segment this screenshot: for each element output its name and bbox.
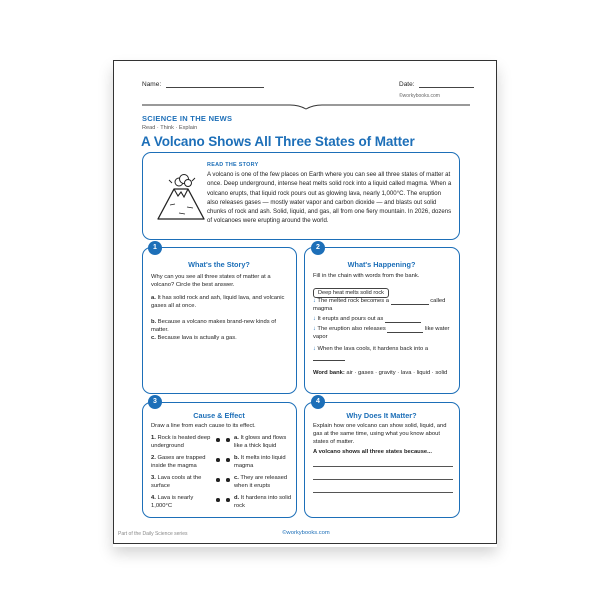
effect-dot-d[interactable] [226, 498, 230, 502]
story-text: A volcano is one of the few places on Earth where you can see all three states of matter at once. Deep underground, intense heat melts solid rock into a liquid called magma. When a volcano erupts, that liquid rock pours out as glowing lava, nearly 1,000°C. The eruption also releases gases — mostly water vapor and carbon dioxide — and blasts out solid chunks of rock and ash. Solid, liquid, and gas, all from one fiery mountain. In 2026, dozens of volcanoes were erupting around the world. [207, 171, 452, 225]
box1-number: 1 [148, 241, 162, 255]
answer-option-a[interactable]: a. It has solid rock and ash, liquid lava, and volcanic gases all at once. [151, 295, 285, 309]
routine: Read · Think · Explain [142, 125, 198, 131]
blank-1[interactable] [391, 304, 429, 305]
cause-1: 1. Rock is heated deep underground [151, 435, 211, 449]
blank-3[interactable] [387, 332, 423, 333]
effect-dot-a[interactable] [226, 438, 230, 442]
word-bank: Word bank: air · gases · gravity · lava · liquid · solid [313, 370, 448, 376]
answer-option-b[interactable]: b. Because a volcano makes brand-new kinds of matter. [151, 319, 277, 333]
chain-step-2[interactable]: ↓ It erupts and pours out as [313, 315, 455, 323]
effect-a: a. It glows and flows like a thick liquid [234, 435, 287, 449]
cause-2: 2. Gases are trapped inside the magma [151, 455, 206, 469]
box2-prompt: Fill in the chain with words from the bank. [313, 273, 420, 279]
box2-heading: What's Happening? [347, 260, 416, 269]
effect-d: d. It hardens into solid rock [234, 495, 292, 509]
cause-4: 4. Lava is nearly 1,000°C [151, 495, 194, 509]
why-matters-box [304, 402, 460, 518]
chain-step-3[interactable]: ↓ The eruption also releases like water vapor [313, 326, 450, 340]
chain-step-1[interactable]: ↓ The melted rock becomes a called magma [313, 298, 446, 312]
date-line[interactable] [419, 87, 474, 88]
box3-heading: Cause & Effect [193, 411, 245, 420]
writing-line-1[interactable] [313, 466, 453, 467]
box3-number: 3 [148, 395, 162, 409]
box4-number: 4 [311, 395, 325, 409]
name-field[interactable] [142, 81, 264, 88]
box1-heading: What's the Story? [188, 260, 250, 269]
chain-start: Deep heat melts solid rock [313, 281, 389, 299]
worksheet-page [113, 60, 497, 544]
writing-line-3[interactable] [313, 492, 453, 493]
box4-prompt: Explain how one volcano can show solid, liquid, and gas at the same time, using what you know about states of matter. [313, 423, 447, 445]
cause-dot-1[interactable] [216, 438, 220, 442]
volcano-icon [155, 171, 207, 223]
footer-url[interactable]: ©workybooks.com [282, 530, 330, 536]
effect-dot-c[interactable] [226, 478, 230, 482]
story-question-box [142, 247, 297, 394]
story-label: READ THE STORY [207, 162, 259, 168]
box2-number: 2 [311, 241, 325, 255]
footer-series: Part of the Daily Science series [118, 531, 188, 537]
cause-dot-3[interactable] [216, 478, 220, 482]
blank-4[interactable] [313, 360, 345, 361]
answer-option-c[interactable]: c. Because lava is actually a gas. [151, 335, 237, 341]
writing-line-2[interactable] [313, 479, 453, 480]
cause-3: 3. Lava cools at the surface [151, 475, 202, 489]
effect-b: b. It melts into liquid magma [234, 455, 286, 469]
page-title: A Volcano Shows All Three States of Matter [141, 134, 415, 149]
name-line[interactable] [166, 87, 264, 88]
cause-dot-2[interactable] [216, 458, 220, 462]
story-box [142, 152, 460, 240]
date-field[interactable] [399, 81, 474, 88]
chain-step-4[interactable]: ↓ When the lava cools, it hardens back into a [313, 345, 455, 361]
blank-2[interactable] [385, 322, 421, 323]
box4-heading: Why Does It Matter? [346, 411, 417, 420]
header-site: ©workybooks.com [399, 93, 440, 99]
cause-dot-4[interactable] [216, 498, 220, 502]
cause-effect-box [142, 402, 297, 518]
sentence-starter: A volcano shows all three states because... [313, 449, 432, 455]
box1-prompt: Why can you see all three states of matter at a volcano? Circle the best answer. [151, 274, 271, 288]
effect-dot-b[interactable] [226, 458, 230, 462]
name-label: Name: [142, 81, 162, 88]
date-label: Date: [399, 81, 415, 88]
kicker: SCIENCE IN THE NEWS [142, 114, 233, 123]
header-divider [142, 99, 470, 111]
chain-box [304, 247, 460, 394]
box3-prompt: Draw a line from each cause to its effect. [151, 423, 256, 429]
effect-c: c. They are released when it erupts [234, 475, 288, 489]
